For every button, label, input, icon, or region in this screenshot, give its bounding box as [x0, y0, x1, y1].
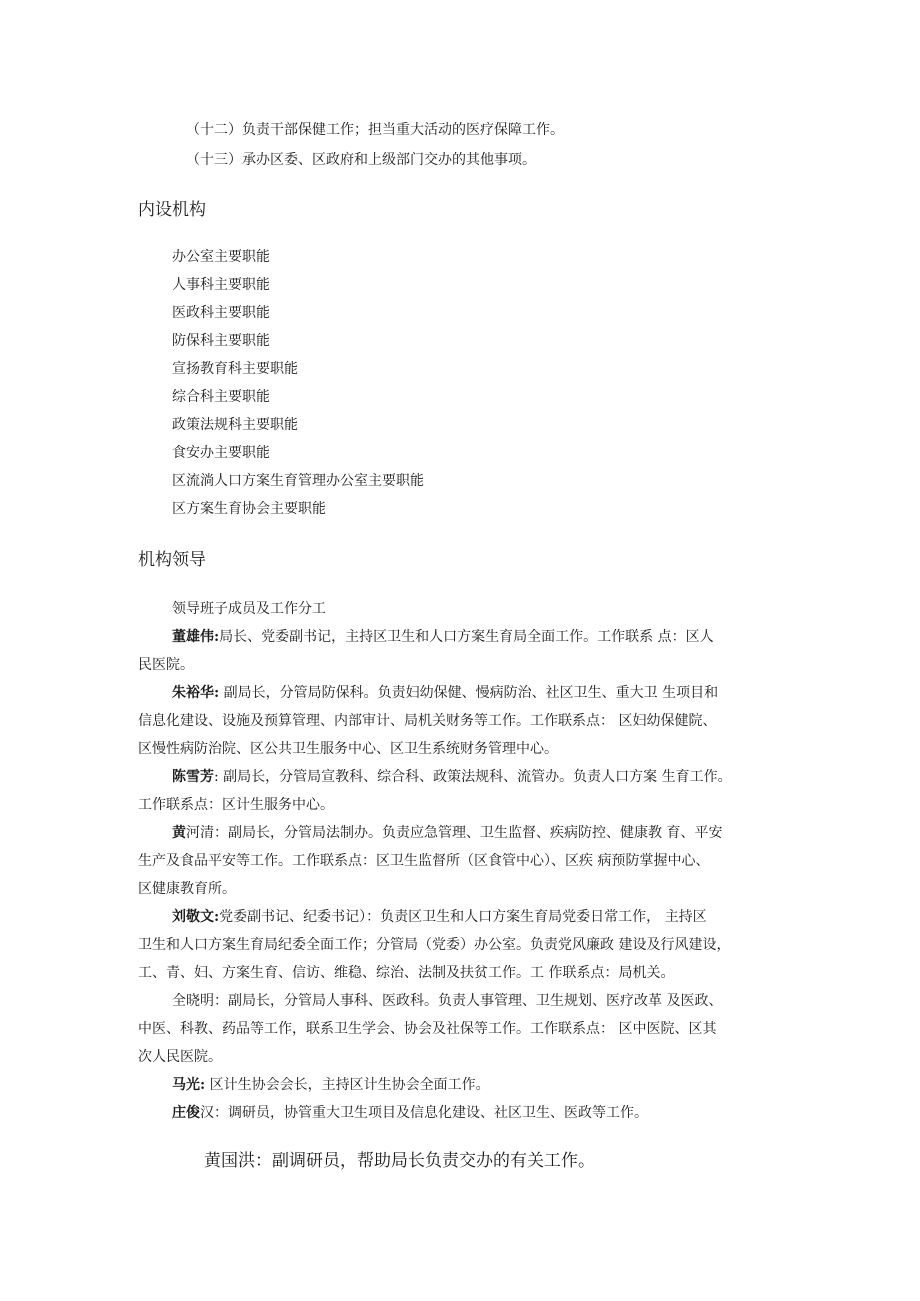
leader-duty-cont: 区健康教育所。	[138, 881, 236, 897]
leader-name: 刘敬文:	[172, 909, 220, 925]
leader-entry	[172, 684, 718, 702]
leader-name: 马光:	[172, 1077, 206, 1093]
leader-duty: 党委副书记、纪委书记）：负责区卫生和人口方案生育局党委日常工作， 主持区	[219, 909, 707, 925]
leader-entry	[172, 908, 707, 926]
leadership-subtitle: 领导班子成员及工作分工	[172, 601, 326, 617]
leader-duty: 副局长，分管局防保科。负责妇幼保健、慢病防治、社区卫生、重大卫 生项目和	[219, 685, 719, 701]
leader-duty-cont: 信息化建设、设施及预算管理、内部审计、局机关财务等工作。工作联系点： 区妇幼保健院、	[138, 713, 717, 729]
leader-duty-cont: 生产及食品平安等工作。工作联系点：区卫生监督所（区食管中心）、区疾 病预防掌握中心、	[138, 853, 710, 869]
leader-entry	[172, 992, 722, 1010]
leader-duty: 全晓明：副局长，分管局人事科、医政科。负责人事管理、卫生规划、医疗改革 及医政、	[172, 993, 723, 1009]
leader-name: 庄俊	[172, 1105, 200, 1121]
leader-entry	[172, 1076, 490, 1094]
leader-duty-cont: 中医、科教、药品等工作，联系卫生学会、协会及社保等工作。工作联系点： 区中医院、区其	[138, 1021, 717, 1037]
leader-entry	[172, 628, 714, 646]
unit-item: 医政科主要职能	[172, 305, 270, 321]
leader-duty-cont: 工、青、妇、方案生育、信访、维稳、综治、法制及扶贫工作。工 作联系点：局机关。	[138, 965, 675, 981]
unit-item: 食安办主要职能	[172, 445, 270, 461]
leader-entry	[172, 824, 722, 842]
leader-duty: 河清：副局长，分管局法制办。负责应急管理、卫生监督、疾病防控、健康教 育、平安	[186, 825, 723, 841]
leader-duty-cont: 次人民医院。	[138, 1049, 222, 1065]
duty-13: （十三）承办区委、区政府和上级部门交办的其他事项。	[186, 152, 536, 168]
section-heading-internal: 内设机构	[138, 200, 206, 220]
unit-item: 区方案生育协会主要职能	[172, 501, 326, 517]
duty-12: （十二）负责干部保健工作；担当重大活动的医疗保障工作。	[186, 122, 564, 138]
section-heading-leaders: 机构领导	[138, 550, 206, 570]
leader-entry	[172, 1104, 648, 1122]
unit-item: 政策法规科主要职能	[172, 417, 298, 433]
leader-duty: 汉：调研员，协管重大卫生项目及信息化建设、社区卫生、医政等工作。	[200, 1105, 648, 1121]
leader-duty: 局长、党委副书记，主持区卫生和人口方案生育局全面工作。工作联系 点：区人	[219, 629, 714, 645]
unit-item: 办公室主要职能	[172, 249, 270, 265]
leader-duty-cont: 区慢性病防治院、区公共卫生服务中心、区卫生系统财务管理中心。	[138, 741, 558, 757]
leader-name: 黄	[172, 825, 186, 841]
leader-name: 董雄伟:	[172, 629, 220, 645]
leader-duty: 区计生协会会长，主持区计生协会全面工作。	[205, 1077, 490, 1093]
leader-name: 陈雪芳	[172, 769, 214, 785]
leader-duty-cont: 民医院。	[138, 657, 194, 673]
leader-name: 朱裕华:	[172, 685, 220, 701]
leader-duty-cont: 卫生和人口方案生育局纪委全面工作；分管局（党委）办公室。负责党风廉政 建设及行风建设，	[138, 937, 731, 953]
leader-duty: : 副局长，分管局宣教科、综合科、政策法规科、流管办。负责人口方案 生育工作。	[214, 769, 732, 785]
leader-entry	[172, 768, 732, 786]
unit-item: 宣扬教育科主要职能	[172, 361, 298, 377]
unit-item: 防保科主要职能	[172, 333, 270, 349]
leader-entry-last: 黄国洪：副调研员，帮助局长负责交办的有关工作。	[204, 1151, 595, 1171]
leader-duty-cont: 工作联系点：区计生服务中心。	[138, 797, 334, 813]
unit-item: 人事科主要职能	[172, 277, 270, 293]
unit-item: 区流淌人口方案生育管理办公室主要职能	[172, 473, 424, 489]
unit-item: 综合科主要职能	[172, 389, 270, 405]
